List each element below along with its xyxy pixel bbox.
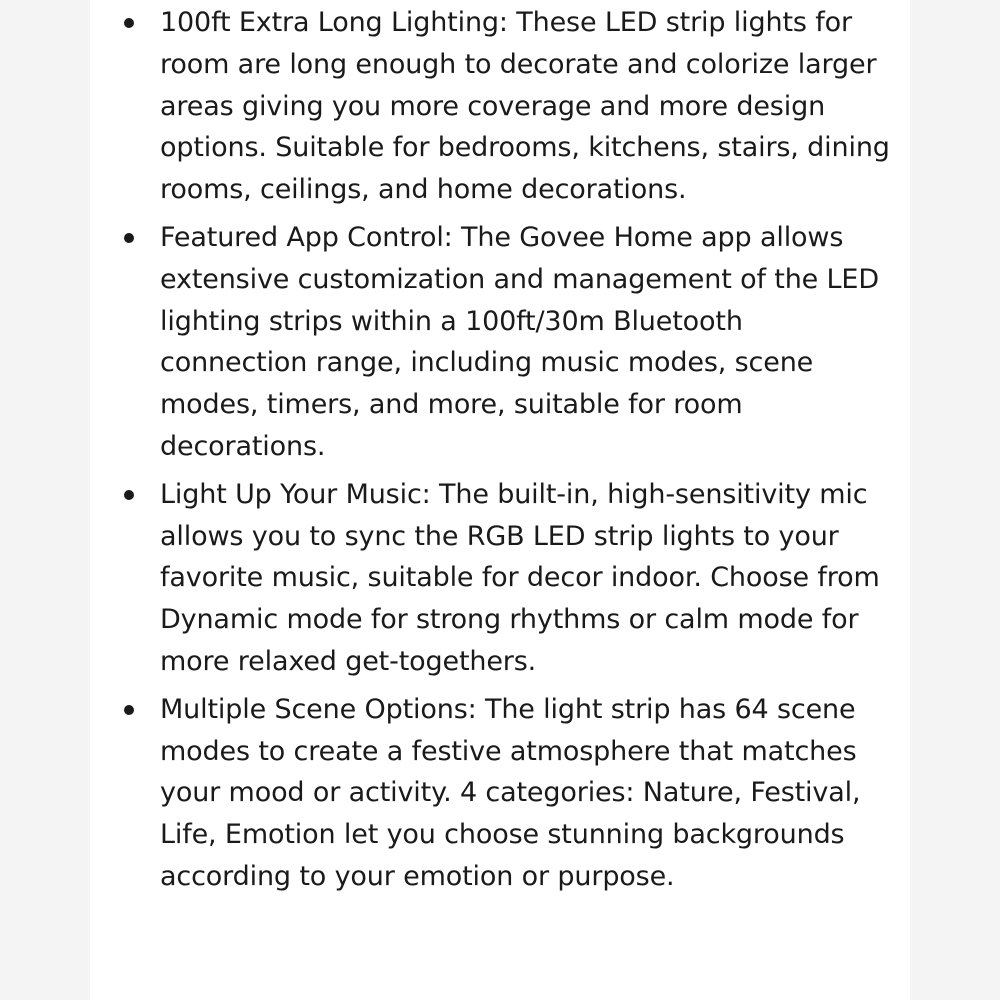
feature-text: 100ft Extra Long Lighting: These LED strip lights for room are long enough to decorate and colorize larger areas giving you more coverage and more design options. Suitable for bedrooms, kitchens, stairs, dining rooms, ceilings, and home decorations.: [160, 7, 890, 206]
feature-item-app-control: [90, 217, 910, 468]
feature-item-extra-long-lighting: [90, 2, 910, 211]
bullet-icon: [124, 233, 134, 243]
feature-text: Light Up Your Music: The built-in, high-sensitivity mic allows you to sync the RGB LED strip lights to your favorite music, suitable for decor indoor. Choose from Dynamic mode for strong rhythms or calm mode for more relaxed get-togethers.: [160, 478, 880, 677]
bullet-icon: [124, 705, 134, 715]
product-description-panel: [90, 0, 910, 1000]
feature-item-music-sync: [90, 474, 910, 683]
bullet-icon: [124, 18, 134, 28]
feature-bullet-list: [90, 2, 910, 904]
feature-item-scene-options: [90, 689, 910, 898]
feature-text: Featured App Control: The Govee Home app allows extensive customization and management of the LED lighting strips within a 100ft/30m Bluetooth connection range, including music modes, scene modes, timers, and more, suitable for room decorations.: [160, 221, 879, 462]
feature-text: Multiple Scene Options: The light strip has 64 scene modes to create a festive atmosphere that matches your mood or activity. 4 categories: Nature, Festival, Life, Emotion let you choose stunning backgrounds according to your emotion or purpose.: [160, 693, 861, 892]
bullet-icon: [124, 490, 134, 500]
